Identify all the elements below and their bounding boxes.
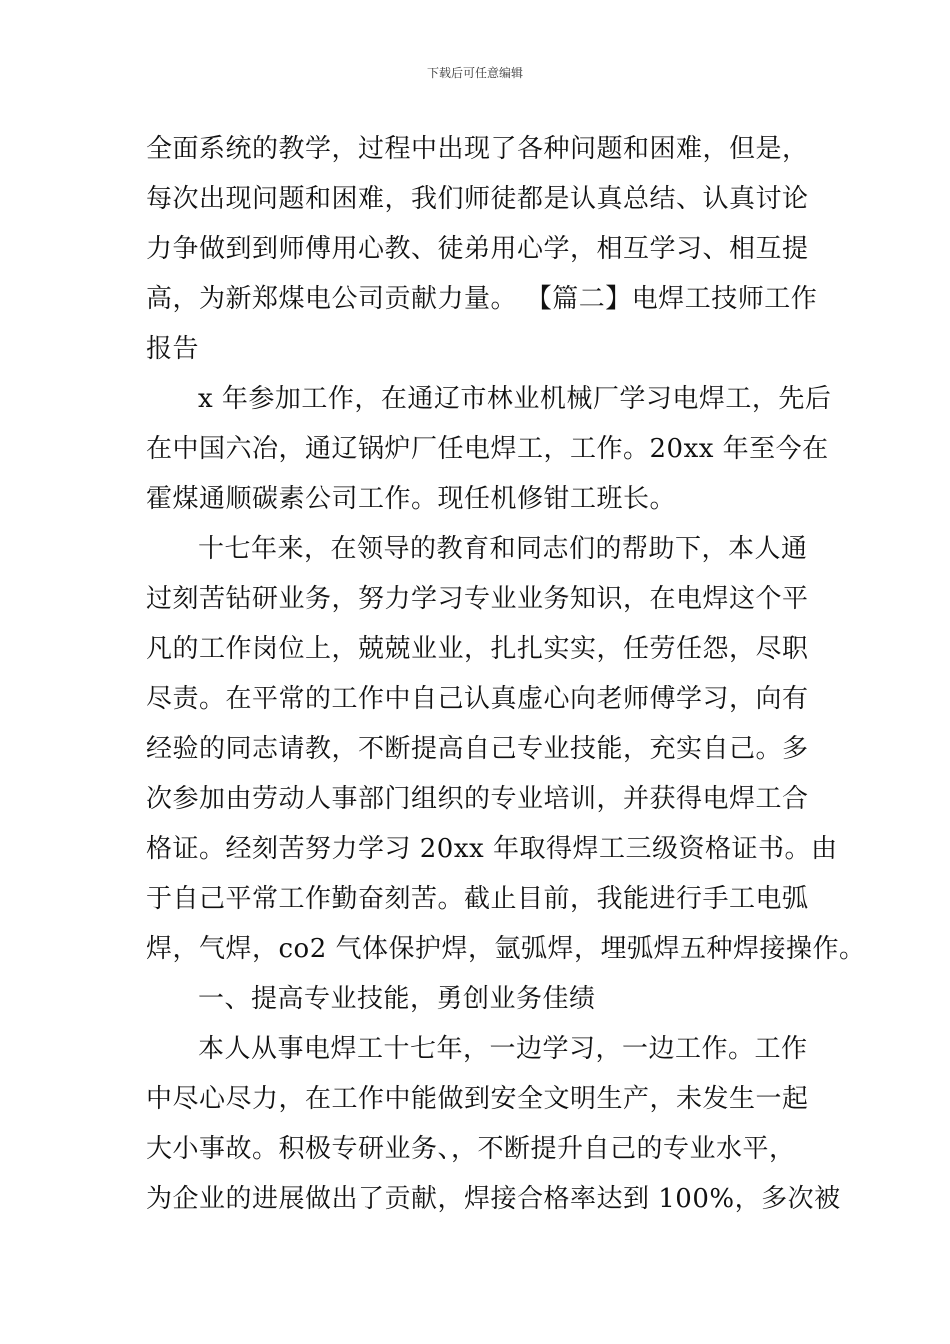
text-line: 霍煤通顺碳素公司工作。现任机修钳工班长。 <box>146 484 677 514</box>
document-body <box>146 124 866 1224</box>
text-line: 格证。经刻苦努力学习 20xx 年取得焊工三级资格证书。由 <box>146 834 838 864</box>
text-line: 尽责。在平常的工作中自己认真虚心向老师傅学习，向有 <box>146 684 809 714</box>
text-line: 焊，气焊，co2 气体保护焊，氩弧焊，埋弧焊五种焊接操作。 <box>146 934 866 964</box>
section-heading: 一、提高专业技能，勇创业务佳绩 <box>198 984 596 1014</box>
text-line: 为企业的进展做出了贡献，焊接合格率达到 100%，多次被 <box>146 1184 841 1214</box>
text-line: 报告 <box>146 334 200 364</box>
text-line: 在中国六冶，通辽锅炉厂任电焊工，工作。20xx 年至今在 <box>146 434 829 464</box>
text-line: 大小事故。积极专研业务、，不断提升自己的专业水平， <box>146 1134 796 1164</box>
paragraph-start-line: x 年参加工作，在通辽市林业机械厂学习电焊工，先后 <box>198 384 832 414</box>
text-line: 中尽心尽力，在工作中能做到安全文明生产，未发生一起 <box>146 1084 809 1114</box>
text-line: 全面系统的教学，过程中出现了各种问题和困难，但是， <box>146 134 809 164</box>
page-header: 下载后可任意编辑 <box>426 66 523 80</box>
text-line: 次参加由劳动人事部门组织的专业培训，并获得电焊工合 <box>146 784 809 814</box>
text-line: 于自己平常工作勤奋刻苦。截止目前，我能进行手工电弧 <box>146 884 809 914</box>
text-line: 经验的同志请教，不断提高自己专业技能，充实自己。多 <box>146 734 809 764</box>
text-line: 每次出现问题和困难，我们师徒都是认真总结、认真讨论 <box>146 184 809 214</box>
text-line: 过刻苦钻研业务，努力学习专业业务知识，在电焊这个平 <box>146 584 809 614</box>
paragraph-start-line: 十七年来，在领导的教育和同志们的帮助下，本人通 <box>198 534 808 564</box>
text-line: 力争做到到师傅用心教、徒弟用心学，相互学习、相互提 <box>146 234 809 264</box>
text-line: 高，为新郑煤电公司贡献力量。 【篇二】电焊工技师工作 <box>146 284 818 314</box>
paragraph-start-line: 本人从事电焊工十七年，一边学习，一边工作。工作 <box>198 1034 808 1064</box>
text-line: 凡的工作岗位上，兢兢业业，扎扎实实，任劳任怨，尽职 <box>146 634 809 664</box>
